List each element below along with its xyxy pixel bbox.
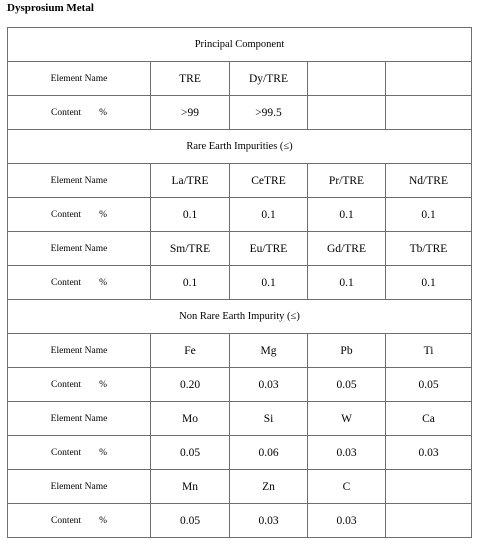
element-name-label: Element Name [8, 164, 151, 198]
element-name-row [8, 62, 472, 96]
section-header-row [8, 130, 472, 164]
specification-table [7, 27, 472, 538]
section-heading: Non Rare Earth Impurity (≤) [8, 300, 472, 334]
content-cell: >99 [151, 96, 230, 130]
content-cell: 0.1 [151, 266, 230, 300]
content-cell: 0.1 [308, 198, 386, 232]
element-cell: La/TRE [151, 164, 230, 198]
element-name-label: Element Name [8, 334, 151, 368]
element-name-row [8, 232, 472, 266]
percent-label: % [99, 515, 107, 526]
element-cell: C [308, 470, 386, 504]
content-row [8, 96, 472, 130]
element-name-row [8, 470, 472, 504]
element-cell [308, 62, 386, 96]
document-title: Dysprosium Metal [7, 2, 94, 14]
content-label: Content [50, 515, 82, 526]
content-label: Content [50, 379, 82, 390]
content-cell: 0.06 [230, 436, 308, 470]
content-cell: 0.1 [386, 266, 472, 300]
content-cell: 0.1 [386, 198, 472, 232]
content-cell: 0.05 [151, 504, 230, 538]
content-label-cell [8, 266, 151, 300]
content-cell: 0.1 [230, 266, 308, 300]
content-cell: 0.03 [230, 368, 308, 402]
element-cell [386, 62, 472, 96]
content-cell: 0.03 [386, 436, 472, 470]
element-cell: Eu/TRE [230, 232, 308, 266]
element-cell: Gd/TRE [308, 232, 386, 266]
element-cell: Fe [151, 334, 230, 368]
content-cell: 0.20 [151, 368, 230, 402]
element-cell: Tb/TRE [386, 232, 472, 266]
element-cell: Dy/TRE [230, 62, 308, 96]
content-label: Content [50, 447, 82, 458]
element-name-label: Element Name [8, 470, 151, 504]
content-label-cell [8, 436, 151, 470]
content-label: Content [50, 107, 82, 118]
element-name-row [8, 334, 472, 368]
content-cell: 0.05 [386, 368, 472, 402]
percent-label: % [99, 107, 107, 118]
element-cell: CeTRE [230, 164, 308, 198]
element-cell: W [308, 402, 386, 436]
content-cell: >99.5 [230, 96, 308, 130]
content-cell: 0.1 [230, 198, 308, 232]
content-row [8, 368, 472, 402]
element-cell: Ti [386, 334, 472, 368]
element-cell: Mg [230, 334, 308, 368]
section-heading: Principal Component [8, 28, 472, 62]
element-name-label: Element Name [8, 232, 151, 266]
content-cell [386, 96, 472, 130]
content-row [8, 504, 472, 538]
element-cell: Ca [386, 402, 472, 436]
element-cell: Mn [151, 470, 230, 504]
content-label-cell [8, 198, 151, 232]
content-label-cell [8, 96, 151, 130]
element-cell: Sm/TRE [151, 232, 230, 266]
percent-label: % [99, 379, 107, 390]
section-header-row [8, 300, 472, 334]
section-header-row [8, 28, 472, 62]
element-cell: Pb [308, 334, 386, 368]
percent-label: % [99, 447, 107, 458]
percent-label: % [99, 209, 107, 220]
element-cell: Zn [230, 470, 308, 504]
content-cell: 0.05 [151, 436, 230, 470]
content-label-cell [8, 368, 151, 402]
content-cell [308, 96, 386, 130]
element-cell: Pr/TRE [308, 164, 386, 198]
content-label: Content [50, 209, 82, 220]
element-cell: Mo [151, 402, 230, 436]
content-cell: 0.1 [151, 198, 230, 232]
element-cell [386, 470, 472, 504]
element-cell: Si [230, 402, 308, 436]
content-cell: 0.03 [230, 504, 308, 538]
content-row [8, 198, 472, 232]
element-cell: TRE [151, 62, 230, 96]
element-name-row [8, 164, 472, 198]
content-label: Content [50, 277, 82, 288]
content-cell [386, 504, 472, 538]
element-name-label: Element Name [8, 62, 151, 96]
content-cell: 0.1 [308, 266, 386, 300]
content-row [8, 266, 472, 300]
content-cell: 0.05 [308, 368, 386, 402]
content-cell: 0.03 [308, 436, 386, 470]
element-name-row [8, 402, 472, 436]
element-name-label: Element Name [8, 402, 151, 436]
content-cell: 0.03 [308, 504, 386, 538]
content-label-cell [8, 504, 151, 538]
percent-label: % [99, 277, 107, 288]
content-row [8, 436, 472, 470]
element-cell: Nd/TRE [386, 164, 472, 198]
section-heading: Rare Earth Impurities (≤) [8, 130, 472, 164]
